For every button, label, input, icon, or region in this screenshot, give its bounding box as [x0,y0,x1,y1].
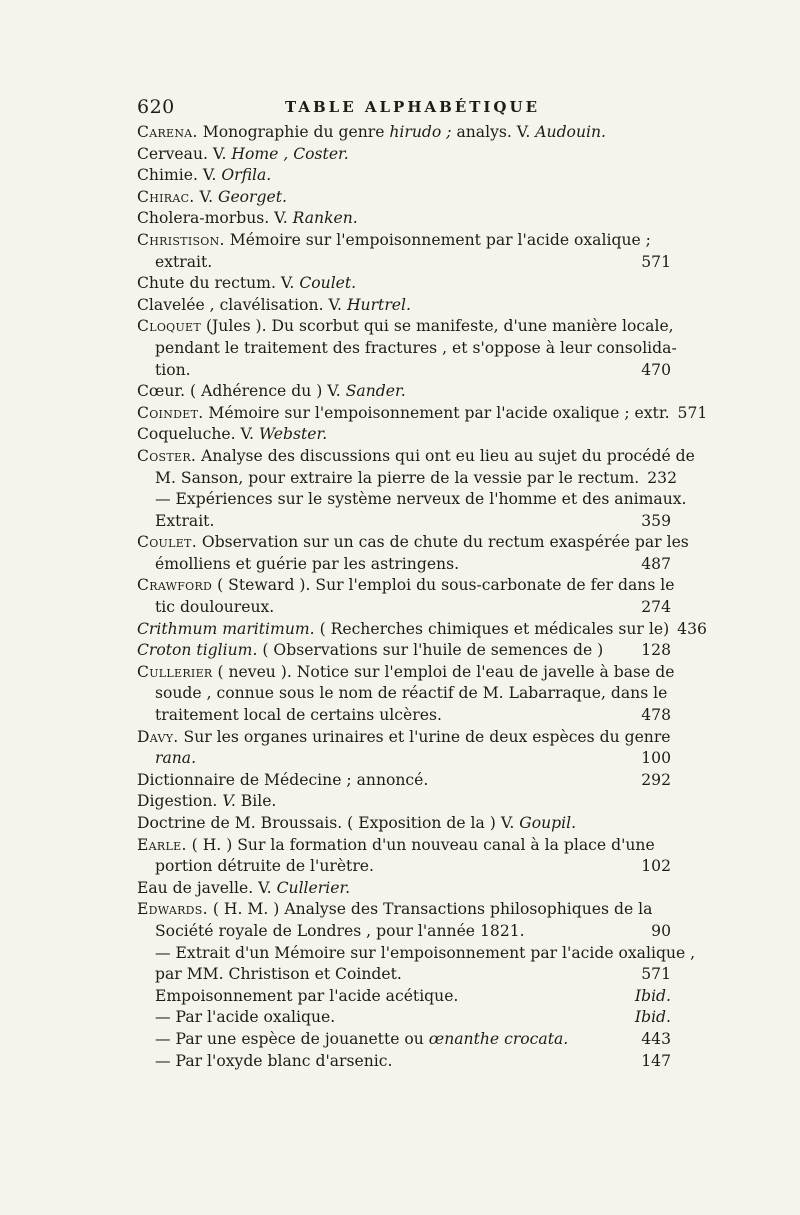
index-headword: Chirac. [137,187,195,206]
page-reference: 232 [647,468,677,487]
index-line [137,1007,671,1029]
index-line-text [137,230,651,252]
index-line [137,381,671,403]
index-headword: Crawford [137,576,213,595]
index-line-text [137,165,271,187]
index-line-text [155,554,459,576]
index-line [137,273,671,295]
index-headword: Coindet. [137,403,204,422]
index-line-text [137,273,356,295]
page-reference: 571 [641,965,671,984]
index-line [137,575,675,597]
page-reference: 571 [641,252,671,271]
index-text: — Par une espèce de jouanette ou [155,1029,429,1048]
index-line [137,230,671,252]
index-text: Bile. [235,792,277,811]
index-line [137,705,671,727]
index-line-text [137,295,411,317]
index-line-text [137,381,406,403]
index-text: ( Steward ). Sur l'emploi du sous-carbonate de fer dans le [212,576,675,595]
page-reference: 443 [641,1029,671,1048]
index-text: tic douloureux. [155,598,275,617]
index-text: Empoisonnement par l'acide acétique. [155,986,459,1005]
index-headword: Coulet. [137,533,197,552]
index-line [137,683,671,705]
index-line [137,813,671,835]
index-line [137,878,671,900]
index-line [137,899,671,921]
index-line-text [155,683,667,705]
index-italic: Coulet. [299,274,357,293]
page-reference: Ibid. [634,1008,671,1027]
index-text: Analyse des discussions qui ont eu lieu au sujet du procédé de [196,446,695,465]
index-text: ( Observations sur l'huile de semences de ) [257,641,604,660]
page-reference: Ibid. [634,986,671,1005]
index-text: ( H. M. ) Analyse des Transactions philosophiques de la [207,900,653,919]
index-line-text [137,424,327,446]
page-reference: 292 [641,770,671,789]
index-text: traitement local de certains ulcères. [155,706,442,725]
index-line [137,187,671,209]
page-reference: 128 [641,641,671,660]
index-line-text [137,187,287,209]
index-italic: Webster. [258,425,328,444]
index-line [137,252,671,274]
index-line-text [155,964,402,986]
index-line-text [137,619,669,641]
index-line [137,338,677,360]
index-line [137,122,671,144]
index-line-text [155,1029,568,1051]
index-headword: Coster. [137,446,197,465]
index-headword: Christison. [137,230,225,249]
index-text: Dictionnaire de Médecine ; annoncé. [137,770,429,789]
index-line [137,640,671,662]
index-line-text [155,338,677,360]
index-text: Cholera-morbus. V. [137,209,293,228]
index-line [137,403,708,425]
index-text: ( neveu ). Notice sur l'emploi de l'eau de javelle à base de [212,662,675,681]
index-entries [137,122,708,1072]
index-italic: Ranken. [292,209,358,228]
index-line [137,770,671,792]
index-line [137,468,677,490]
index-italic: Goupil. [519,814,577,832]
index-line-text [155,921,525,943]
index-text: Mémoire sur l'empoisonnement par l'acide oxalique ; extr. [203,403,670,422]
page-reference: 147 [641,1051,671,1070]
index-line [137,316,674,338]
index-text: Cœur. ( Adhérence du ) V. [137,382,346,401]
index-text: Mémoire sur l'empoisonnement par l'acide oxalique ; [224,230,651,249]
index-text: Observation sur un cas de chute du rectum exaspérée par les [196,533,689,552]
index-text: Chimie. V. [137,166,222,185]
index-line [137,662,675,684]
index-headword: Davy. [137,727,179,746]
index-text: ( Recherches chimiques et médicales sur le) [314,619,670,638]
index-text: — Expériences sur le système nerveux de l'homme et des animaux. [155,490,687,509]
index-text: — Par l'acide oxalique. [155,1008,336,1027]
index-italic: Georget. [217,187,287,206]
index-line-text [155,511,214,533]
index-line-text [137,532,689,554]
page-reference: 90 [651,921,671,940]
index-text: Cerveau. V. [137,144,232,163]
index-line [137,532,689,554]
index-italic: Sander. [345,382,406,401]
index-text: Digestion. [137,792,223,811]
index-text: Monographie du genre [197,123,390,141]
index-line-text [155,748,196,770]
index-line-text [137,446,695,468]
index-italic: Home , Coster. [231,144,349,163]
index-line [137,360,671,382]
index-line [137,446,695,468]
index-text: (Jules ). Du scorbut qui se manifeste, d'une manière locale, [201,317,674,336]
index-line [137,165,671,187]
index-headword: Carena. [137,123,198,141]
index-line [137,727,671,749]
index-line [137,554,671,576]
running-title: TABLE ALPHABÉTIQUE [285,98,541,116]
index-line-text [137,791,276,813]
index-italic: Crithmum maritimum. [137,619,315,638]
index-text: Chute du rectum. V. [137,274,300,293]
index-italic: rana. [155,749,197,768]
index-line [137,208,671,230]
index-line [137,144,671,166]
index-text: soude , connue sous le nom de réactif de M. Labarraque, dans le [155,684,668,703]
index-text: — Extrait d'un Mémoire sur l'empoisonnement par l'acide oxalique , [155,943,696,962]
index-text: — Par l'oxyde blanc d'arsenic. [155,1051,393,1070]
index-text: Clavelée , clavélisation. V. [137,295,347,314]
index-line-text [137,122,606,144]
index-text: Coqueluche. V. [137,425,259,444]
page-reference: 100 [641,749,671,768]
index-line-text [155,1007,335,1029]
page-reference: 102 [641,857,671,876]
index-line-text [155,252,212,274]
index-line-text [137,770,428,792]
index-line [137,489,687,511]
index-line-text [155,1051,392,1073]
index-line [137,856,671,878]
index-text: émolliens et guérie par les astringens. [155,554,460,573]
page-reference: 487 [641,554,671,573]
index-text: V. [194,187,218,206]
index-italic: Audouin. [535,123,606,141]
index-line [137,943,696,965]
index-line [137,511,671,533]
index-italic: Hurtrel. [346,295,411,314]
index-line-text [155,986,458,1008]
index-text: M. Sanson, pour extraire la pierre de la vessie par le rectum. [155,468,640,487]
index-line [137,619,707,641]
index-line [137,748,671,770]
index-italic: œnanthe crocata. [428,1029,569,1048]
index-italic: Croton tiglium. [137,641,258,660]
index-text: Extrait. [155,511,215,530]
index-line-text [137,575,675,597]
index-text: pendant le traitement des fractures , et s'oppose à leur consolida- [155,338,677,357]
index-line [137,835,671,857]
index-text: tion. [155,360,191,379]
index-line-text [137,813,576,835]
index-line-text [155,360,191,382]
index-line-text [137,727,671,749]
index-line [137,921,671,943]
index-italic: hirudo ; [389,123,452,141]
index-line-text [137,208,358,230]
index-line-text [155,468,639,490]
index-line [137,424,671,446]
index-line-text [137,144,349,166]
index-line-text [137,640,603,662]
page-reference: 274 [641,598,671,617]
page-reference: 571 [677,403,708,422]
page-header [137,96,677,120]
index-text: par MM. Christison et Coindet. [155,965,402,984]
index-line [137,1029,671,1051]
index-line-text [155,489,687,511]
index-text: ( H. ) Sur la formation d'un nouveau canal à la place d'une [186,835,655,854]
index-italic: Orfila. [221,166,272,185]
index-text: Eau de javelle. V. [137,878,277,897]
index-line-text [137,403,670,425]
index-line-text [155,597,274,619]
page-reference: 436 [677,619,707,638]
index-text: Doctrine de M. Broussais. ( Exposition de la ) V. [137,814,520,832]
index-line-text [137,878,350,900]
index-line-text [137,899,652,921]
index-line [137,986,671,1008]
index-headword: Edwards. [137,900,208,919]
index-text: extrait. [155,252,213,271]
page-reference: 478 [641,706,671,725]
index-text: Société royale de Londres , pour l'année 1821. [155,921,525,940]
index-text: portion détruite de l'urètre. [155,857,374,876]
index-headword: Cloquet [137,317,202,336]
index-line [137,295,671,317]
index-italic: Cullerier. [276,878,351,897]
index-text: Sur les organes urinaires et l'urine de deux espèces du genre [178,727,671,746]
index-headword: Cullerier [137,662,213,681]
index-line-text [155,705,442,727]
index-line-text [137,662,674,684]
index-line [137,964,671,986]
index-line-text [137,835,655,857]
index-line [137,791,671,813]
index-headword: Earle. [137,835,187,854]
index-line-text [137,316,674,338]
index-line-text [155,856,374,878]
page-number: 620 [137,96,175,118]
index-italic: V. [222,792,236,811]
index-line [137,597,671,619]
page-reference: 359 [641,511,671,530]
index-line-text [155,943,695,965]
index-line [137,1051,671,1073]
page-reference: 470 [641,360,671,379]
index-text: analys. V. [451,123,536,141]
